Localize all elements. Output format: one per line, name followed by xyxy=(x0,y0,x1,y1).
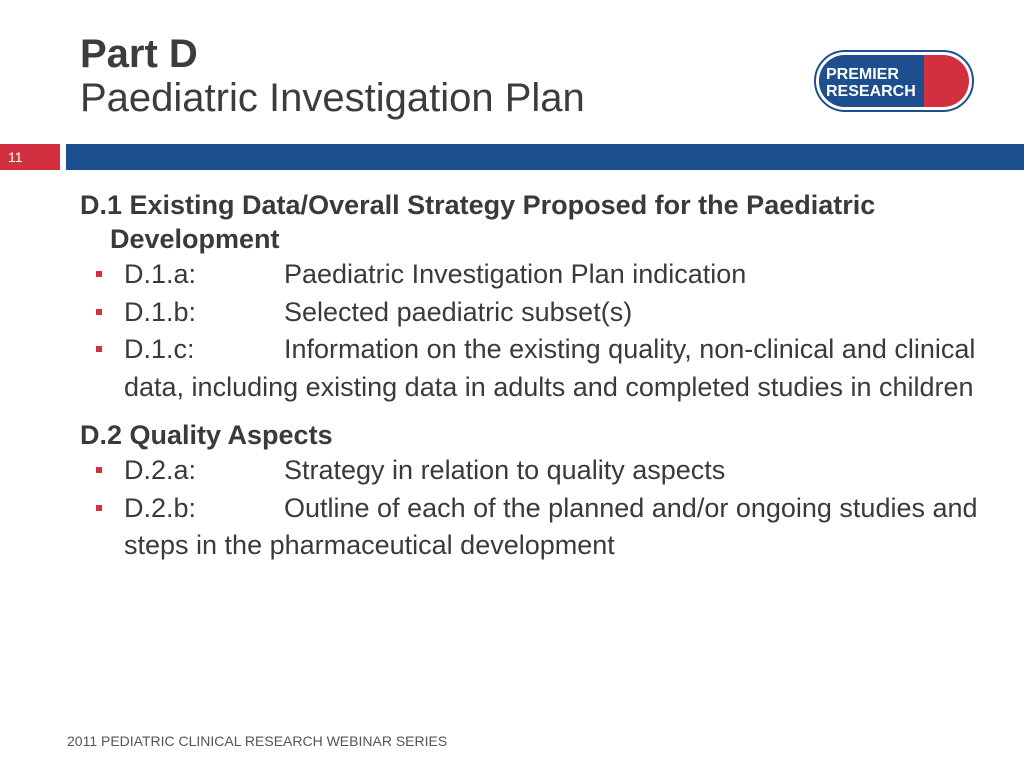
section-heading-continuation: Development xyxy=(110,224,280,254)
item-text: Selected paediatric subset(s) xyxy=(284,296,633,327)
list-item xyxy=(80,490,1000,565)
logo-text-line2: RESEARCH xyxy=(826,83,916,100)
list-item xyxy=(80,294,1000,332)
item-code: D.1.b: xyxy=(124,296,197,327)
bullet-list xyxy=(80,256,1000,406)
list-item xyxy=(80,256,1000,294)
bullet-list xyxy=(80,452,1000,565)
slide-number: 11 xyxy=(0,144,60,170)
item-code: D.2.a: xyxy=(124,455,197,485)
section-d2 xyxy=(80,418,1000,565)
section-heading: D.2 Quality Aspects xyxy=(80,420,333,450)
bullet-square-icon xyxy=(96,505,102,511)
item-code: D.2.b: xyxy=(124,492,197,523)
logo-text-line1: PREMIER xyxy=(826,66,899,83)
title-part: Part D xyxy=(80,32,198,76)
bullet-square-icon xyxy=(96,309,102,315)
item-text: Information on the existing quality, non-clinical and clinical data, including existing data in adults and completed studies in children xyxy=(124,334,976,402)
section-heading-line: D.1 Existing Data/Overall Strategy Proposed for the Paediatric xyxy=(80,190,876,220)
item-text: Outline of each of the planned and/or ongoing studies and steps in the pharmaceutical development xyxy=(124,492,978,560)
section-heading xyxy=(80,188,1000,256)
header-divider-bar xyxy=(66,144,1024,170)
title-subject: Paediatric Investigation Plan xyxy=(80,76,585,120)
item-code: D.1.a: xyxy=(124,259,197,289)
premier-research-logo xyxy=(814,50,974,112)
list-item xyxy=(80,331,1000,406)
footer-text: 2011 PEDIATRIC CLINICAL RESEARCH WEBINAR SERIES xyxy=(67,733,448,749)
list-item xyxy=(80,452,1000,490)
bullet-square-icon xyxy=(96,467,102,473)
slide-body xyxy=(80,188,1000,577)
item-text: Strategy in relation to quality aspects xyxy=(284,455,726,485)
section-d1 xyxy=(80,188,1000,406)
slide-title xyxy=(80,32,585,120)
bullet-square-icon xyxy=(96,271,102,277)
item-text: Paediatric Investigation Plan indication xyxy=(284,259,747,289)
item-code: D.1.c: xyxy=(124,334,195,364)
bullet-square-icon xyxy=(96,346,102,352)
